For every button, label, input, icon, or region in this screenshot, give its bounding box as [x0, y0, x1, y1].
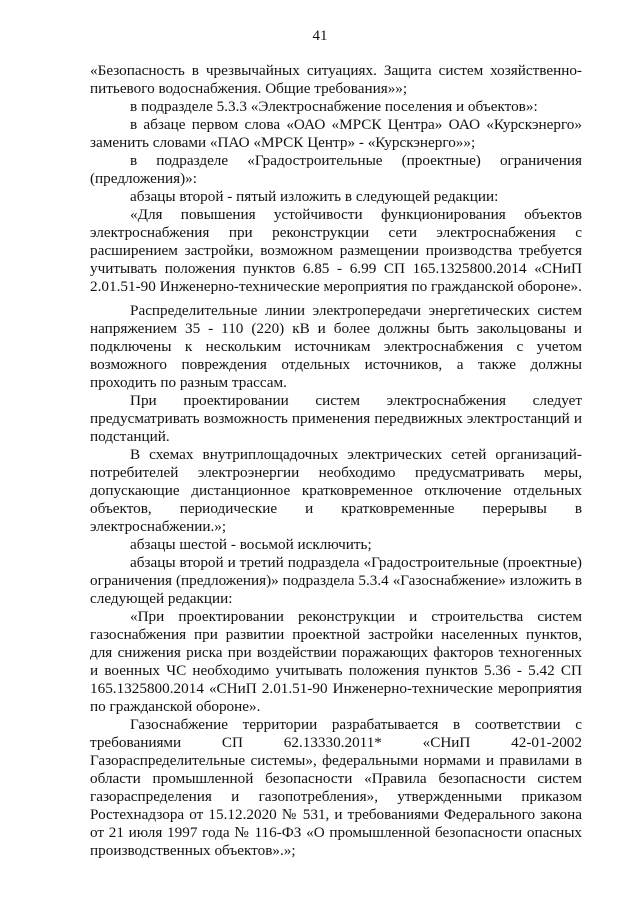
paragraph: в подразделе «Градостроительные (проектные) ограничения (предложения)»: [90, 152, 582, 187]
paragraph: «При проектировании реконструкции и строительства систем газоснабжения при развитии проектной застройки населенных пунктов, для снижения риска при воздействии поражающих факторов техногенных и военных ЧС необходимо учитывать положения пунктов 5.36 - 5.42 СП 165.1325800.2014 «СНиП 2.01.51-90 Инженерно-технические мероприятия по гражданской обороне». [90, 608, 582, 715]
document-body [90, 62, 582, 860]
paragraph: абзацы второй и третий подраздела «Градостроительные (проектные) ограничения (предложения)» подраздела 5.3.4 «Газоснабжение» изложить в следующей редакции: [90, 554, 582, 607]
page-number: 41 [312, 28, 328, 44]
paragraph: в подразделе 5.3.3 «Электроснабжение поселения и объектов»: [130, 98, 538, 115]
paragraph: Газоснабжение территории разрабатывается в соответствии с требованиями СП 62.13330.2011* «СНиП 42-01-2002 Газораспределительные системы», федеральными нормами и правилами в области промышленной безопасности «Правила безопасности систем газораспределения и газопотребления», утвержденными приказом Ростехнадзора от 15.12.2020 № 531, и требованиями Федерального закона от 21 июля 1997 года № 116-ФЗ «О промышленной безопасности опасных производственных объектов».»; [90, 716, 582, 859]
paragraph: в абзаце первом слова «ОАО «МРСК Центра» ОАО «Курскэнерго» заменить словами «ПАО «МРСК Центр» - «Курскэнерго»»; [90, 116, 582, 151]
paragraph: Распределительные линии электропередачи энергетических систем напряжением 35 - 110 (220) кВ и более должны быть закольцованы и подключены к нескольким источникам электроснабжения с учетом возможного повреждения отдельных источников, а также должны проходить по разным трассам. [90, 302, 582, 391]
paragraph: В схемах внутриплощадочных электрических сетей организаций-потребителей электроэнергии необходимо предусматривать меры, допускающие дистанционное кратковременное отключение отдельных объектов, периодические и кратковременные перерывы в электроснабжении.»; [90, 446, 582, 535]
paragraph: абзацы второй - пятый изложить в следующей редакции: [130, 188, 499, 205]
paragraph: абзацы шестой - восьмой исключить; [130, 536, 372, 553]
paragraph: При проектировании систем электроснабжения следует предусматривать возможность применения передвижных электростанций и подстанций. [90, 392, 582, 445]
paragraph: «Безопасность в чрезвычайных ситуациях. Защита систем хозяйственно-питьевого водоснабжения. Общие требования»»; [90, 62, 582, 97]
paragraph: «Для повышения устойчивости функционирования объектов электроснабжения при реконструкции сети электроснабжения с расширением застройки, возможном размещении производства требуется учитывать положения пунктов 6.85 - 6.99 СП 165.1325800.2014 «СНиП 2.01.51-90 Инженерно-технические мероприятия по гражданской обороне». [90, 206, 582, 295]
